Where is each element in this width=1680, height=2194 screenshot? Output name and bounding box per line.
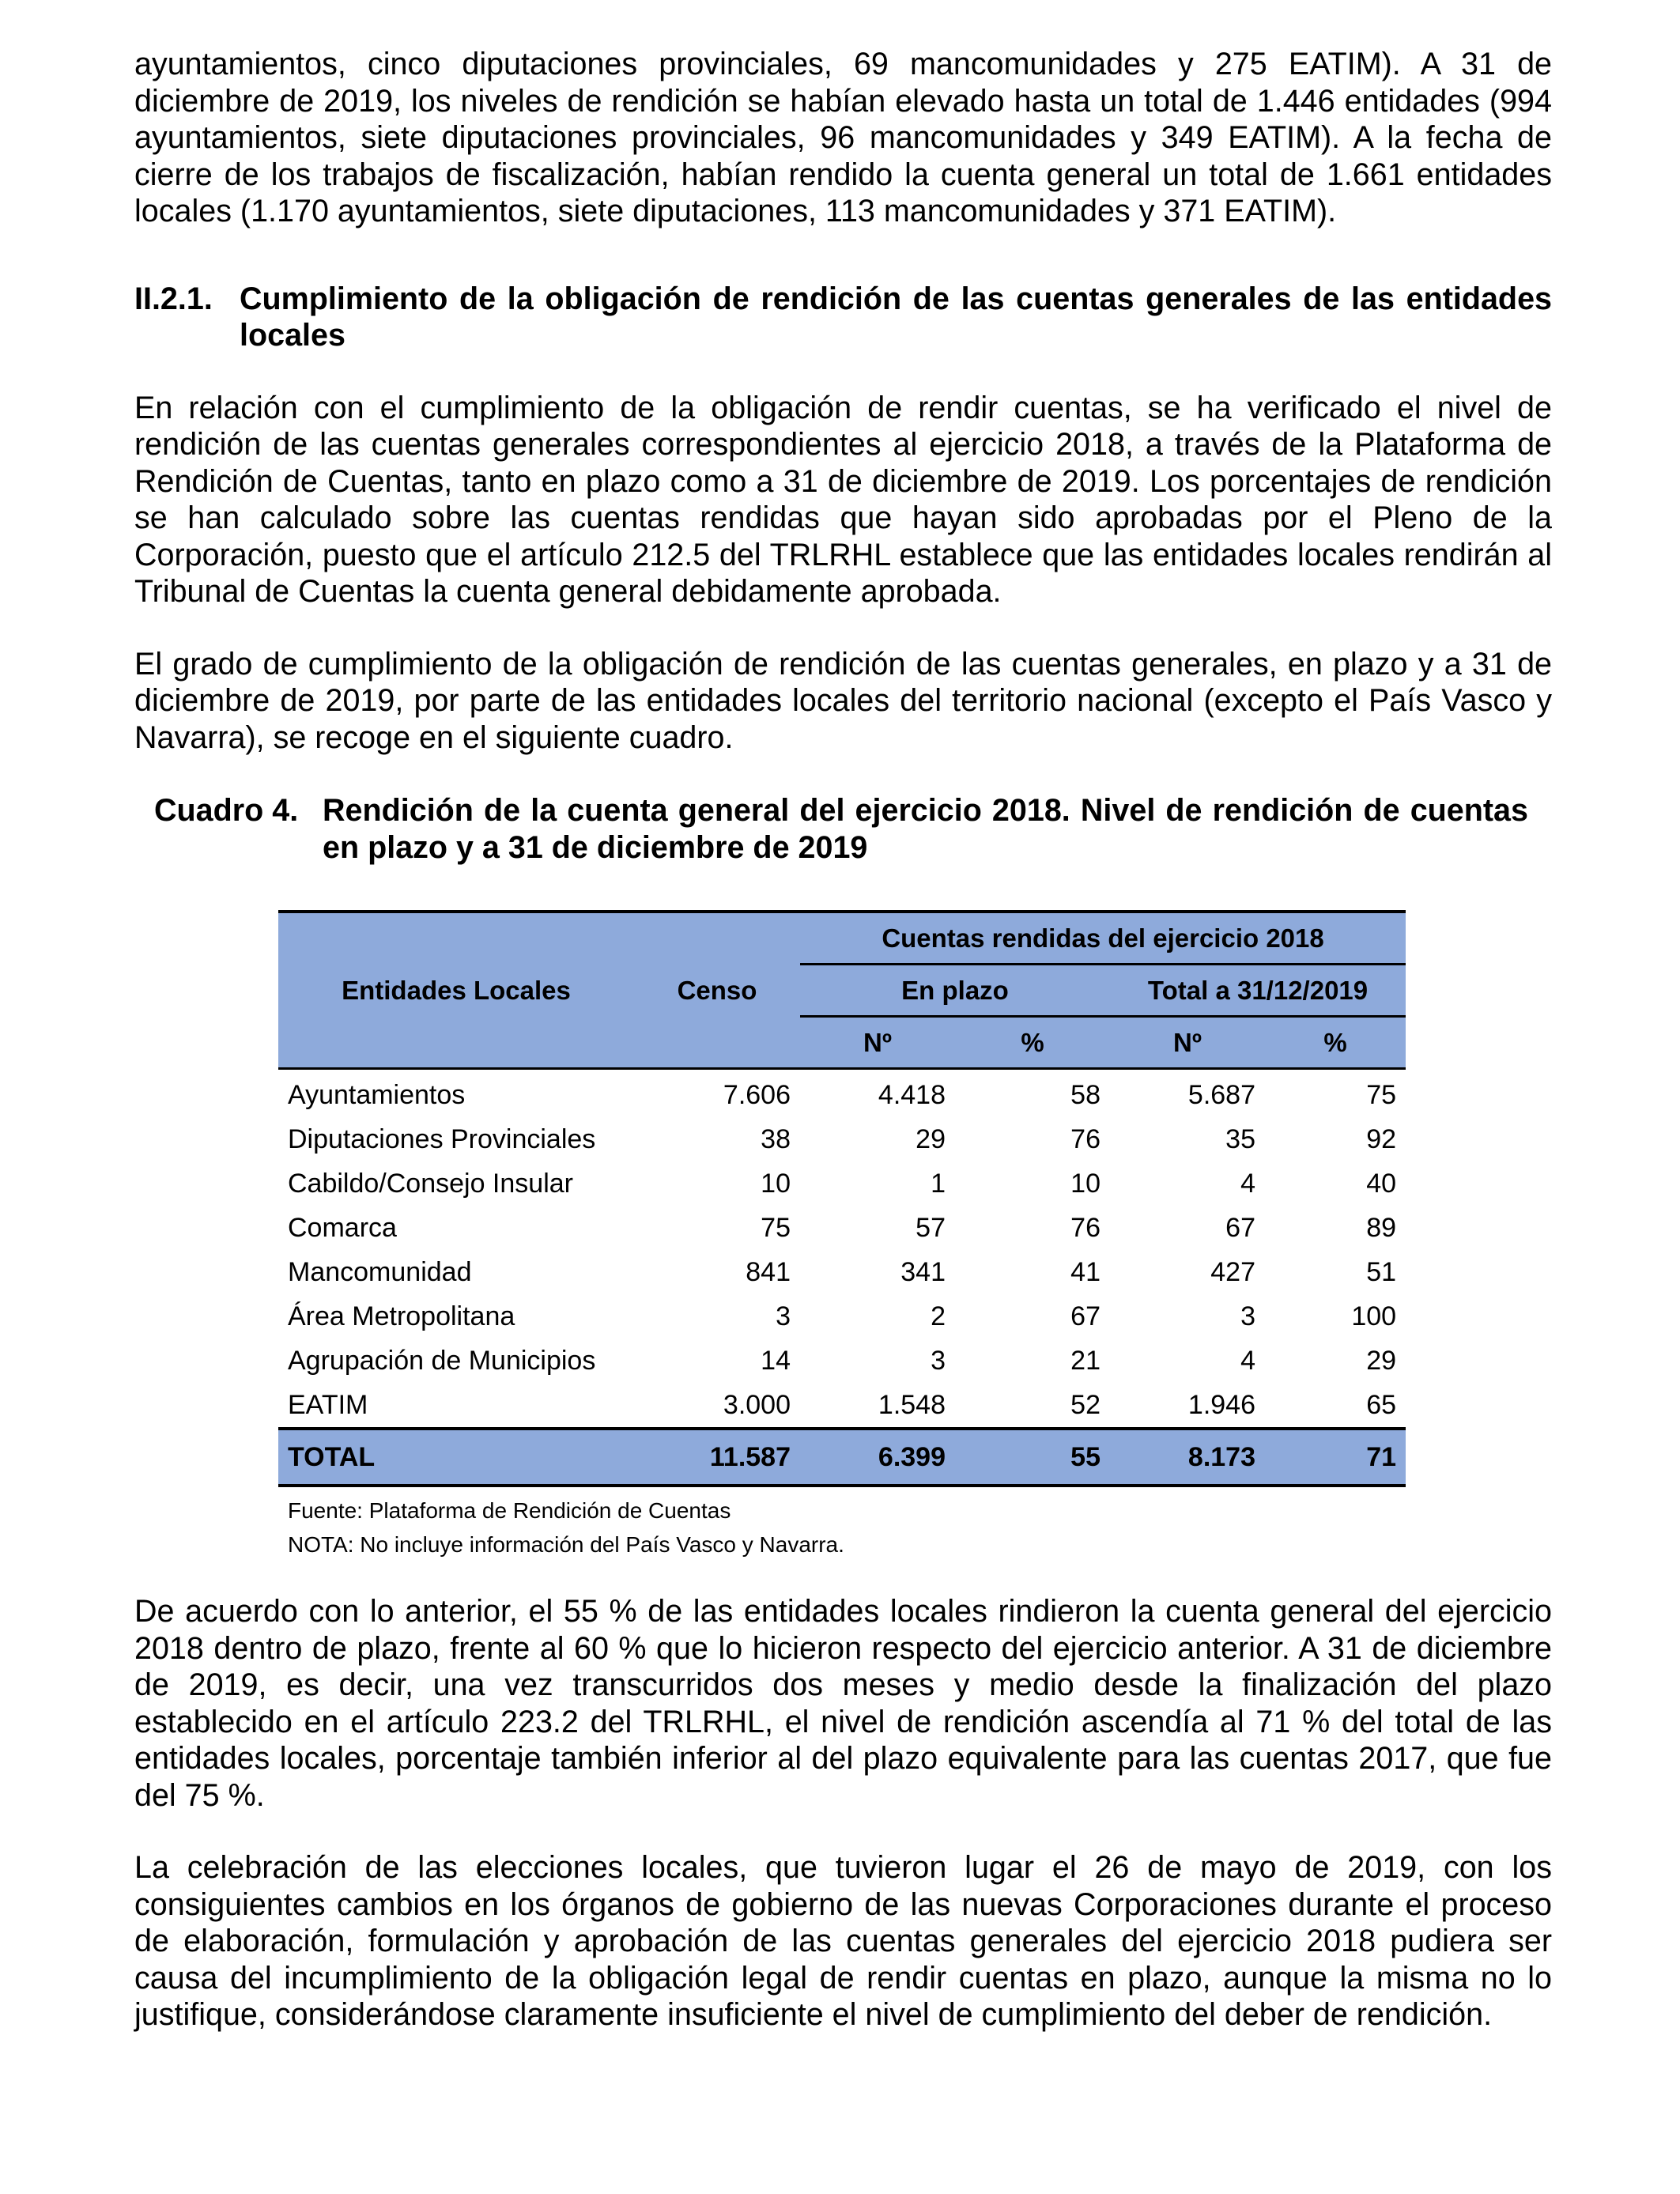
paragraph: De acuerdo con lo anterior, el 55 % de las entidades locales rindieron la cuenta general del ejercicio 2018 dentro de plazo, frente al 60 % que lo hicieron respecto del ejercicio anterior. A 31 de diciembre de 2019, es decir, una vez transcurridos dos meses y medio desde la finalización del plazo establecido en el artículo 223.2 del TRLRHL, el nivel de rendición ascendía al 71 % del total de las entidades locales, porcentaje también inferior al del plazo equivalente para las cuentas 2017, que fue del 75 %. <box>134 1594 1552 1813</box>
row-label: EATIM <box>288 1389 368 1420</box>
header-n2: Nº <box>1110 1017 1265 1069</box>
section-heading <box>134 281 1552 354</box>
cell-census: 841 <box>746 1256 791 1287</box>
total-row <box>278 1429 1406 1486</box>
table-row <box>278 1339 1406 1383</box>
row-label: Cabildo/Consejo Insular <box>288 1168 573 1199</box>
table-caption <box>134 792 1552 866</box>
row-label: Mancomunidad <box>288 1256 472 1287</box>
header-p1: % <box>955 1017 1110 1069</box>
cell-n1: 3 <box>931 1345 946 1376</box>
table-container <box>278 910 1406 1561</box>
cell-census: 3.000 <box>723 1389 791 1420</box>
cell-p1: 41 <box>1070 1256 1100 1287</box>
cell-n1: 2 <box>931 1301 946 1331</box>
cell-p2: 100 <box>1351 1301 1397 1331</box>
intro-paragraph: ayuntamientos, cinco diputaciones provinciales, 69 mancomunidades y 275 EATIM). A 31 de diciembre de 2019, los niveles de rendición se habían elevado hasta un total de 1.446 entidades (994 ayuntamientos, siete diputaciones provinciales, 96 mancomunidades y 349 EATIM). A la fecha de cierre de los trabajos de fiscalización, habían rendido la cuenta general un total de 1.661 entidades locales (1.170 ayuntamientos, siete diputaciones, 113 mancomunidades y 371 EATIM). <box>134 47 1552 228</box>
row-label: Ayuntamientos <box>278 1069 634 1118</box>
row-label: Comarca <box>288 1212 397 1243</box>
cell-n1: 341 <box>900 1256 946 1287</box>
cell-census: 14 <box>761 1345 791 1376</box>
header-p2: % <box>1265 1017 1406 1069</box>
cell-p2: 65 <box>1366 1389 1397 1420</box>
cell-n2: 4 <box>1240 1168 1255 1199</box>
accounts-table <box>278 910 1406 1487</box>
cell-n1: 1.548 <box>878 1389 946 1420</box>
cell-p1: 21 <box>1070 1345 1100 1376</box>
table-row <box>278 1250 1406 1294</box>
section-title: Cumplimiento de la obligación de rendición de las cuentas generales de las entidades locales <box>240 281 1552 353</box>
section-number: II.2.1. <box>134 281 213 316</box>
header-n1: Nº <box>800 1017 955 1069</box>
cell-census: 10 <box>761 1168 791 1199</box>
row-label: Diputaciones Provinciales <box>288 1123 596 1154</box>
cell-p2: 92 <box>1366 1123 1397 1154</box>
total-n1: 6.399 <box>800 1429 955 1486</box>
header-total-date: Total a 31/12/2019 <box>1110 965 1406 1017</box>
table-note: NOTA: No incluye información del País Vasco y Navarra. <box>288 1532 844 1557</box>
cell-census: 38 <box>761 1123 791 1154</box>
table-caption-number: Cuadro 4. <box>154 793 299 828</box>
cell-p1: 76 <box>1070 1123 1100 1154</box>
cell-census: 3 <box>776 1301 791 1331</box>
table-row <box>278 1294 1406 1339</box>
cell-n2: 67 <box>1225 1212 1255 1243</box>
row-label: Área Metropolitana <box>288 1301 515 1331</box>
header-group: Cuentas rendidas del ejercicio 2018 <box>800 912 1406 965</box>
header-entities: Entidades Locales <box>278 912 634 1069</box>
table-row <box>278 1069 1406 1118</box>
cell-p2: 75 <box>1265 1069 1406 1118</box>
cell-p2: 89 <box>1366 1212 1397 1243</box>
cell-n2: 35 <box>1225 1123 1255 1154</box>
cell-n1: 4.418 <box>800 1069 955 1118</box>
table-row <box>278 1117 1406 1161</box>
cell-n2: 427 <box>1210 1256 1255 1287</box>
total-census: 11.587 <box>634 1429 800 1486</box>
cell-p1: 67 <box>1070 1301 1100 1331</box>
cell-n2: 1.946 <box>1187 1389 1255 1420</box>
cell-n1: 29 <box>916 1123 946 1154</box>
cell-n2: 4 <box>1240 1345 1255 1376</box>
table-notes <box>278 1494 1406 1561</box>
cell-census: 75 <box>761 1212 791 1243</box>
row-label: Agrupación de Municipios <box>288 1345 596 1376</box>
cell-n2: 5.687 <box>1110 1069 1265 1118</box>
cell-p1: 58 <box>955 1069 1110 1118</box>
document-page <box>134 46 1552 2034</box>
table-row <box>278 1161 1406 1206</box>
table-caption-title: Rendición de la cuenta general del ejercicio 2018. Nivel de rendición de cuentas en plazo y a 31 de diciembre de 2019 <box>323 793 1528 865</box>
paragraph: La celebración de las elecciones locales, que tuvieron lugar el 26 de mayo de 2019, con los consiguientes cambios en los órganos de gobierno de las nuevas Corporaciones durante el proceso de elaboración, formulación y aprobación de las cuentas generales del ejercicio 2018 pudiera ser causa del incumplimiento de la obligación legal de rendir cuentas en plazo, aunque la misma no lo justifique, considerándose claramente insuficiente el nivel de cumplimiento del deber de rendición. <box>134 1850 1552 2032</box>
cell-p1: 76 <box>1070 1212 1100 1243</box>
paragraph: El grado de cumplimiento de la obligación de rendición de las cuentas generales, en plazo y a 31 de diciembre de 2019, por parte de las entidades locales del territorio nacional (excepto el País Vasco y Navarra), se recoge en el siguiente cuadro. <box>134 646 1552 755</box>
table-row <box>278 1206 1406 1250</box>
header-on-time: En plazo <box>800 965 1110 1017</box>
table-row <box>278 1383 1406 1429</box>
cell-p2: 51 <box>1366 1256 1397 1287</box>
total-p1: 55 <box>955 1429 1110 1486</box>
cell-p1: 52 <box>1070 1389 1100 1420</box>
cell-n1: 1 <box>931 1168 946 1199</box>
cell-census: 7.606 <box>634 1069 800 1118</box>
cell-n2: 3 <box>1240 1301 1255 1331</box>
table-body <box>278 1069 1406 1429</box>
total-p2: 71 <box>1265 1429 1406 1486</box>
paragraph: En relación con el cumplimiento de la obligación de rendir cuentas, se ha verificado el nivel de rendición de las cuentas generales correspondientes al ejercicio 2018, a través de la Plataforma de Rendición de Cuentas, tanto en plazo como a 31 de diciembre de 2019. Los porcentajes de rendición se han calculado sobre las cuentas rendidas que hayan sido aprobadas por el Pleno de la Corporación, puesto que el artículo 212.5 del TRLRHL establece que las entidades locales rendirán al Tribunal de Cuentas la cuenta general debidamente aprobada. <box>134 390 1552 609</box>
cell-p2: 40 <box>1366 1168 1397 1199</box>
header-census: Censo <box>634 912 800 1069</box>
table-source: Fuente: Plataforma de Rendición de Cuentas <box>288 1498 731 1523</box>
total-label: TOTAL <box>278 1429 634 1486</box>
cell-n1: 57 <box>916 1212 946 1243</box>
cell-p1: 10 <box>1070 1168 1100 1199</box>
total-n2: 8.173 <box>1110 1429 1265 1486</box>
cell-p2: 29 <box>1366 1345 1397 1376</box>
